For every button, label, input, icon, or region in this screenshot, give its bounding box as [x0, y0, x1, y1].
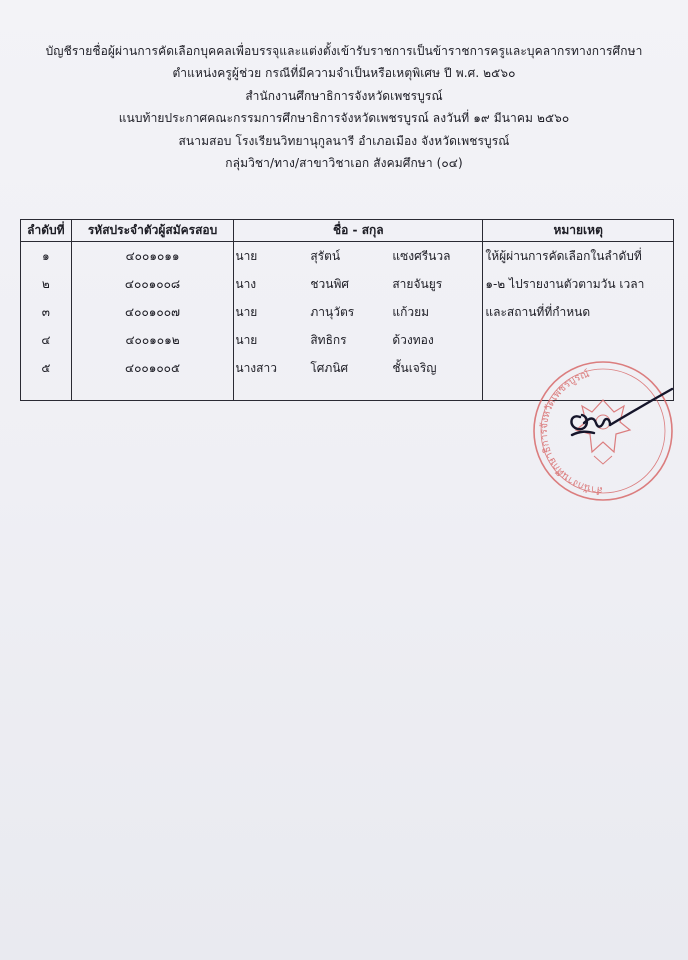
candidate-name	[234, 298, 482, 326]
column-header-no: ลำดับที่	[21, 220, 72, 242]
id-column	[71, 242, 234, 401]
order-number: ๒	[41, 277, 50, 291]
candidate-name	[234, 270, 482, 298]
order-number: ๕	[41, 361, 51, 375]
first-name: โศภนิศ	[310, 361, 349, 375]
candidate-name	[234, 242, 482, 270]
remark-text: ๑-๒ ไปรายงานตัวตามวัน เวลา	[485, 277, 645, 291]
column-header-name: ชื่อ - สกุล	[234, 220, 483, 242]
candidate-id: ๔๐๐๑๐๐๕	[125, 361, 181, 375]
first-name: สุรัตน์	[310, 249, 341, 263]
header-position-line: ตำแหน่งครูผู้ช่วย กรณีที่มีความจำเป็นหรือเหตุพิเศษ ปี พ.ศ. ๒๕๖๐	[172, 66, 516, 81]
last-name: แก้วยม	[392, 305, 430, 319]
name-column	[234, 242, 483, 401]
header-title-line: บัญชีรายชื่อผู้ผ่านการคัดเลือกบุคคลเพื่อบรรจุและแต่งตั้งเข้ารับราชการเป็นข้าราชการครูและบุคลากรทางการศึกษา	[45, 44, 643, 58]
candidate-id: ๔๐๐๑๐๐๘	[124, 277, 181, 291]
first-name: สิทธิกร	[310, 333, 347, 347]
name-title: นางสาว	[235, 361, 277, 375]
header-office-line: สำนักงานศึกษาธิการจังหวัดเพชรบูรณ์	[245, 88, 443, 103]
candidate-id: ๔๐๐๑๐๑๑	[125, 249, 180, 263]
candidate-id: ๔๐๐๑๐๐๗	[125, 305, 181, 319]
handwritten-signature	[560, 383, 678, 443]
column-header-remark: หมายเหตุ	[483, 220, 674, 242]
first-name: ชวนพิศ	[310, 277, 349, 291]
candidate-name	[234, 326, 482, 354]
last-name: ด้วงทอง	[392, 333, 434, 347]
order-number: ๔	[41, 333, 51, 347]
order-number: ๑	[42, 249, 50, 263]
first-name: ภานุวัตร	[310, 305, 355, 319]
last-name: สายจันยูร	[392, 277, 443, 291]
name-title: นาย	[235, 305, 258, 319]
order-number: ๓	[41, 305, 50, 319]
remark-text: และสถานที่ที่กำหนด	[485, 305, 591, 319]
name-title: นาย	[235, 249, 258, 263]
candidate-name	[234, 354, 482, 382]
last-name: แซงศรีนวล	[392, 249, 451, 263]
document-header	[0, 40, 688, 174]
table-header-row	[21, 220, 674, 242]
header-venue-line: สนามสอบ โรงเรียนวิทยานุกูลนารี อำเภอเมือง จังหวัดเพชรบูรณ์	[178, 133, 510, 148]
order-column	[21, 242, 72, 401]
header-announcement-line: แนบท้ายประกาศคณะกรรมการศึกษาธิการจังหวัดเพชรบูรณ์ ลงวันที่ ๑๙ มีนาคม ๒๕๖๐	[118, 111, 570, 126]
name-title: นาย	[235, 333, 258, 347]
column-header-id: รหัสประจำตัวผู้สมัครสอบ	[71, 220, 234, 242]
last-name: ชั้นเจริญ	[392, 361, 437, 375]
seal-text: สำนักงานศึกษาธิการจังหวัดเพชรบูรณ์	[538, 368, 604, 496]
header-subject-line: กลุ่มวิชา/ทาง/สาขาวิชาเอก สังคมศึกษา (๐๔)	[225, 156, 463, 171]
name-title: นาง	[235, 277, 257, 291]
candidate-id: ๔๐๐๑๐๑๒	[125, 333, 180, 347]
remark-text: ให้ผู้ผ่านการคัดเลือกในลำดับที่	[485, 249, 642, 263]
